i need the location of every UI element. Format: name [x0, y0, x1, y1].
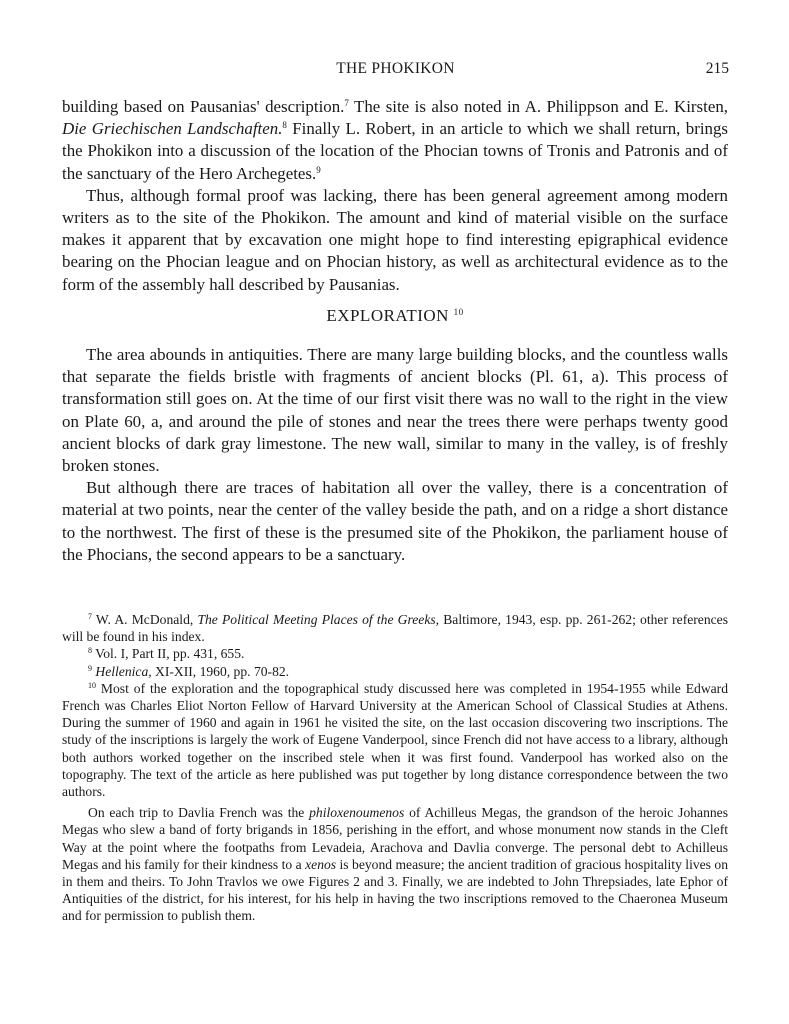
acknowledgment: On each trip to Davlia French was the philoxenoumenos of Achilleus Megas, the grandson of the heroic Johannes Megas who slew a band of forty brigands in 1856, perishing in the effort, and whose monument now stands in the Cleft Way at the point where the footpaths from Levadeia, Arachova and Davlia converge. The personal debt to Achilleus Megas and his family for their kindness to a xenos is beyond measure; the ancient tradition of gracious hospitality lives on in them and theirs. To John Travlos we owe Figures 2 and 3. Finally, we are indebted to John Threpsiades, late Ephor of Antiquities of the district, for his interest, for his help in having the two inscriptions removed to the Chaeronea Museum and for permission to publish them.: [62, 805, 729, 924]
main-text: [62, 96, 728, 566]
section-heading: EXPLORATION $^{10}$: [326, 305, 464, 325]
footnote-ref[interactable]: 9: [316, 164, 321, 175]
body-paragraph: The area abounds in antiquities. There are many large building blocks, and the countless walls that separate the fields bristle with fragments of ancient blocks (Pl. 61, a). This process of transformation still goes on. At the time of our first visit there was no wall to the right in the view on Plate 60, a, and around the pile of stones and near the trees there were perhaps twenty good ancient blocks of dark gray limestone. The new wall, similar to many in the valley, is of freshly broken stones.: [62, 345, 728, 476]
footnote: $^9$ Hellenica, XI-XII, 1960, pp. 70-82.: [88, 663, 290, 679]
footnote-ref[interactable]: 10: [453, 306, 464, 317]
footnote: $^8$ Vol. I, Part II, pp. 431, 655.: [88, 646, 245, 662]
footnote-ref[interactable]: 8: [282, 120, 287, 131]
footnote-ref[interactable]: 7: [344, 98, 349, 108]
running-head: [62, 60, 729, 84]
body-paragraph: Thus, although formal proof was lacking, there has been general agreement among modern writers as to the site of the Phokikon. The amount and kind of material visible on the surface makes it apparent that by excavation one might hope to find interesting epigraphical evidence bearing on the Phocian league and on Phocian history, as well as architectural evidence as to the form of the assembly hall described by Pausanias.: [62, 185, 728, 294]
footnotes: [62, 611, 728, 925]
footnote: $^7$ W. A. McDonald, The Political Meeting Places of the Greeks, Baltimore, 1943, esp. pp. 261-262; other references will be found in his index.: [62, 612, 728, 645]
page-number: 215: [705, 60, 729, 77]
book-title: Die Griechischen Landschaften.: [62, 119, 283, 139]
body-paragraph: But although there are traces of habitation all over the valley, there is a concentration of material at two points, near the center of the valley beside the path, and on a ridge a short distance to the northwest. The first of these is the presumed site of the Phokikon, the parliament house of the Phocians, the second appears to be a sanctuary.: [62, 478, 728, 564]
body-paragraph: building based on Pausanias' description.$^7$ The site is also noted in A. Philippson and E. Kirsten, Die Griechischen Landschaften.$^8$ Finally L. Robert, in an article to which we shall return, brings the Phokikon into a discussion of the location of the Phocian towns of Tronis and Patronis and of the sanctuary of the Hero Archegetes.$^9$: [62, 97, 728, 183]
footnote: $^{10}$ Most of the exploration and the topographical study discussed here was completed in 1954-1955 while Edward French was Charles Eliot Norton Fellow of Harvard University at the American School of Classical Studies at Athens. During the summer of 1960 and again in 1961 he visited the site, on the last occasion discovering two inscriptions. The study of the inscriptions is largely the work of Eugene Vanderpool, since French did not have access to a library, although both authors worked together on the inscribed stele when it was first found. Vanderpool has worked also on the topography. The text of the article as here published was put together by long distance correspondence between the two authors.: [62, 680, 728, 800]
running-title: THE PHOKIKON: [336, 60, 455, 77]
